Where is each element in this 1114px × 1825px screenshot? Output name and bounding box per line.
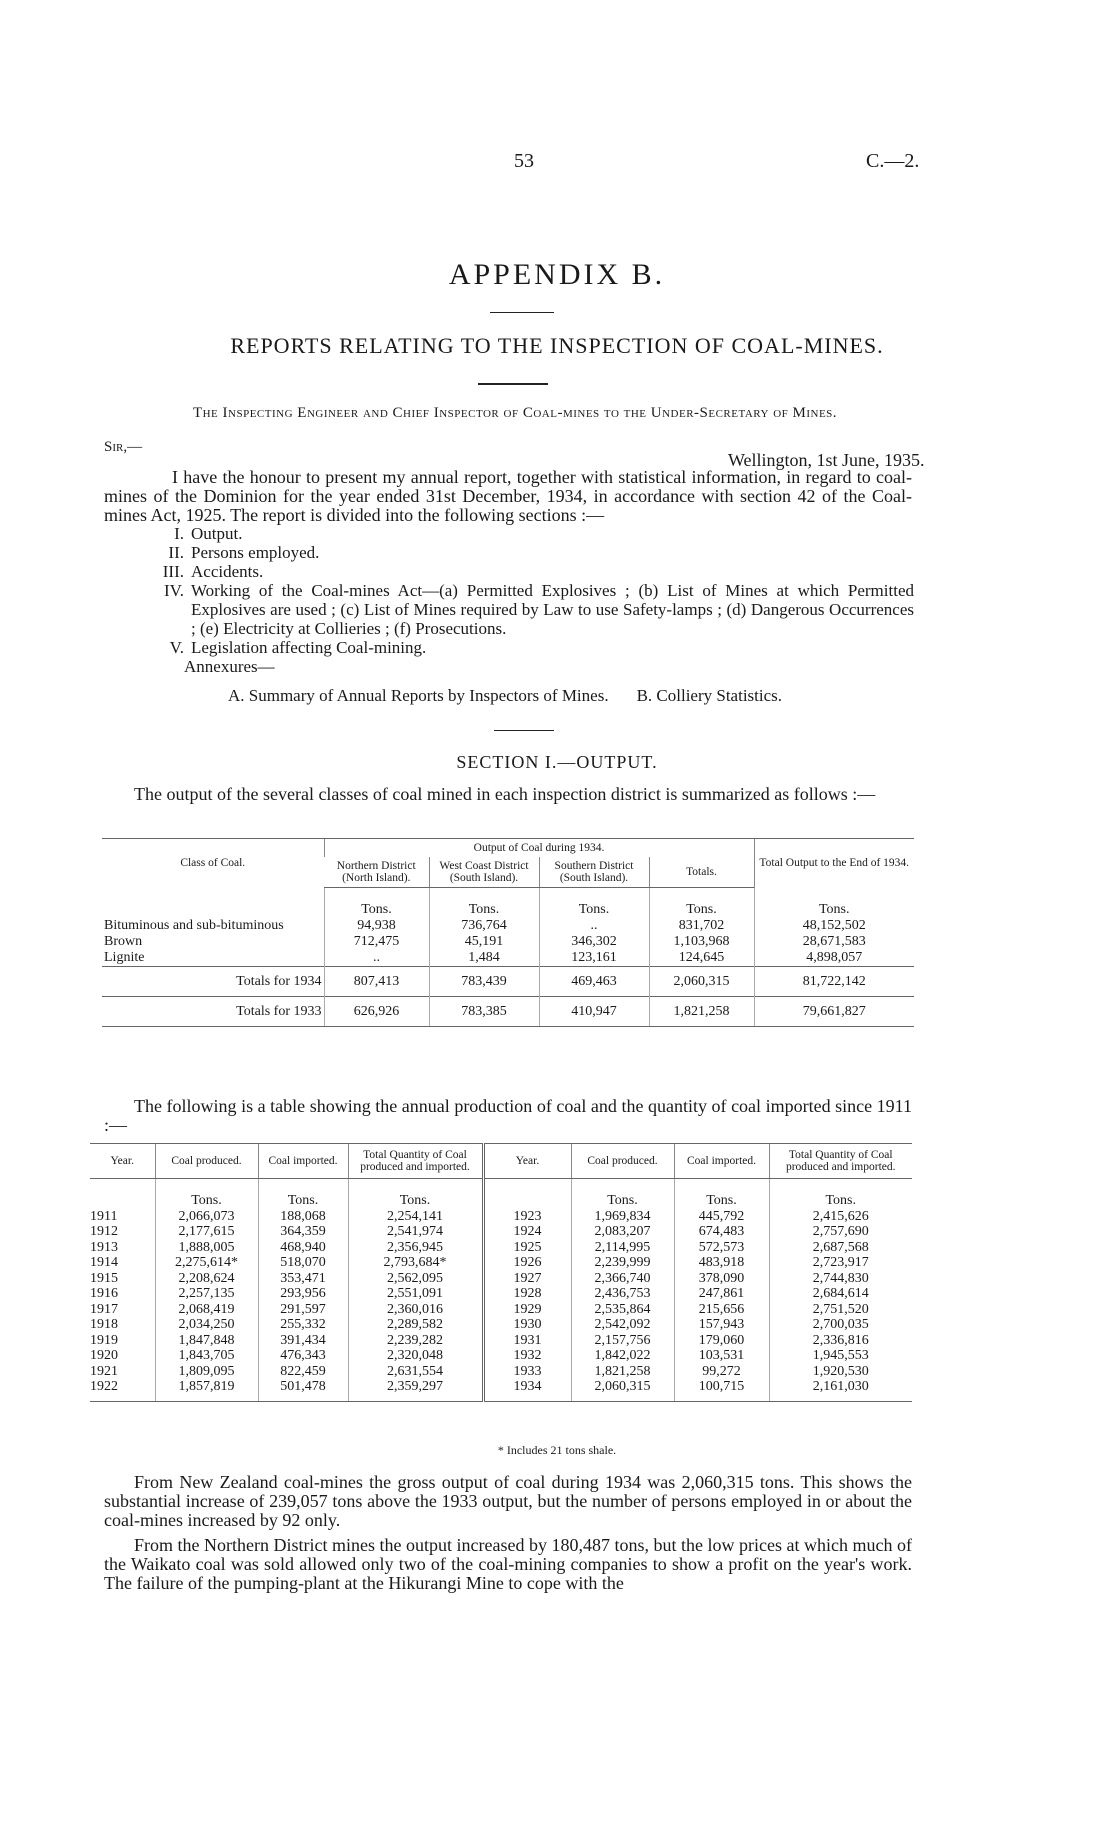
year-cell: 1925: [483, 1240, 571, 1256]
imported-cell: 247,861: [674, 1286, 769, 1302]
year-cell: 1917: [90, 1301, 118, 1317]
imported-cell: 445,792: [674, 1209, 769, 1225]
imported-cell: 291,597: [258, 1302, 348, 1318]
unit-label: Tons.: [769, 1179, 912, 1209]
divider: [494, 730, 554, 731]
class-cell: Lignite: [104, 950, 145, 965]
totals-cell: 1,821,258: [649, 997, 754, 1027]
section-item: [104, 562, 914, 581]
reports-title: REPORTS RELATING TO THE INSPECTION OF COAL-MINES.: [230, 333, 884, 358]
table-row: [90, 1379, 912, 1401]
totals-cell: 124,645: [649, 950, 754, 967]
totals-label: Totals for 1934: [102, 967, 324, 997]
table-row: [102, 918, 914, 934]
unit-label: Tons.: [155, 1179, 258, 1209]
unit-label: Tons.: [324, 888, 429, 919]
north-cell: 712,475: [324, 934, 429, 950]
produced-cell: 1,809,095: [155, 1364, 258, 1380]
imported-cell: 391,434: [258, 1333, 348, 1349]
year-cell: 1912: [90, 1224, 118, 1239]
total-cell: 2,359,297: [348, 1379, 483, 1401]
header-produced: Coal produced.: [155, 1144, 258, 1179]
imported-cell: 293,956: [258, 1286, 348, 1302]
produced-cell: 1,888,005: [155, 1240, 258, 1256]
north-cell: ..: [324, 950, 429, 967]
header-imported: Coal imported.: [258, 1144, 348, 1179]
annexures-heading: [104, 657, 914, 676]
year-cell: 1918: [90, 1317, 118, 1332]
year-cell: 1921: [90, 1363, 118, 1379]
produced-cell: 2,083,207: [571, 1224, 674, 1240]
table-row: [90, 1271, 912, 1287]
header-total-output: Total Output to the End of 1934.: [754, 839, 914, 888]
imported-cell: 255,332: [258, 1317, 348, 1333]
total-cell: 2,551,091: [348, 1286, 483, 1302]
produced-cell: 2,542,092: [571, 1317, 674, 1333]
header-group: Output of Coal during 1934.: [324, 839, 754, 858]
produced-cell: 2,535,864: [571, 1302, 674, 1318]
totals-cell: 1,103,968: [649, 934, 754, 950]
south-cell: 123,161: [539, 950, 649, 967]
year-cell: 1933: [483, 1364, 571, 1380]
salutation: Sir,—: [104, 439, 143, 455]
units-row: [90, 1179, 912, 1209]
year-cell: 1927: [483, 1271, 571, 1287]
table-row: [90, 1302, 912, 1318]
total-cell: 2,562,095: [348, 1271, 483, 1287]
produced-cell: 2,060,315: [571, 1379, 674, 1401]
section-item: [104, 581, 914, 638]
total-cell: 2,751,520: [769, 1302, 912, 1318]
section-item: [104, 638, 914, 657]
imported-cell: 501,478: [258, 1379, 348, 1401]
total-cell: 2,289,582: [348, 1317, 483, 1333]
annexure-b: B. Colliery Statistics.: [636, 686, 783, 705]
imported-cell: 674,483: [674, 1224, 769, 1240]
imported-cell: 822,459: [258, 1364, 348, 1380]
year-cell: 1926: [483, 1255, 571, 1271]
imported-cell: 215,656: [674, 1302, 769, 1318]
total-cell: 2,336,816: [769, 1333, 912, 1349]
produced-cell: 1,969,834: [571, 1209, 674, 1225]
north-cell: 626,926: [324, 997, 429, 1027]
section-item: [104, 543, 914, 562]
section-text: Persons employed.: [191, 543, 320, 562]
total-cell: 2,723,917: [769, 1255, 912, 1271]
produced-cell: 2,068,419: [155, 1302, 258, 1318]
unit-label: Tons.: [674, 1179, 769, 1209]
unit-label: Tons.: [539, 888, 649, 919]
class-cell: Brown: [104, 934, 143, 949]
table-row: [90, 1224, 912, 1240]
produced-cell: 2,366,740: [571, 1271, 674, 1287]
total-cell: 2,320,048: [348, 1348, 483, 1364]
west-cell: 783,385: [429, 997, 539, 1027]
year-cell: 1920: [90, 1348, 118, 1363]
year-cell: 1916: [90, 1286, 118, 1301]
section-number: II.: [168, 543, 184, 562]
table-row: [90, 1240, 912, 1256]
divider: [478, 383, 548, 385]
total-cell: 2,356,945: [348, 1240, 483, 1256]
paragraph: From the Northern District mines the output increased by 180,487 tons, but the low prices at which much of the Waikato coal was sold allowed only two of the coal-mining companies to show a profit on the year's work. The failure of the pumping-plant at the Hikurangi Mine to cope with the: [104, 1535, 912, 1593]
total-output-cell: 79,661,827: [754, 997, 914, 1027]
header-west: West Coast District (South Island).: [429, 857, 539, 888]
produced-cell: 2,034,250: [155, 1317, 258, 1333]
document-code: C.—2.: [866, 150, 920, 172]
total-cell: 2,687,568: [769, 1240, 912, 1256]
annexure-a: A. Summary of Annual Reports by Inspectors of Mines.: [228, 686, 609, 705]
imported-cell: 188,068: [258, 1209, 348, 1225]
produced-cell: 2,436,753: [571, 1286, 674, 1302]
unit-label: Tons.: [258, 1179, 348, 1209]
unit-label: Tons.: [429, 888, 539, 919]
year-cell: 1911: [90, 1208, 118, 1224]
total-output-cell: 48,152,502: [754, 918, 914, 934]
produced-cell: 1,843,705: [155, 1348, 258, 1364]
south-cell: ..: [539, 918, 649, 934]
total-cell: 2,684,614: [769, 1286, 912, 1302]
section-text: Working of the Coal-mines Act—(a) Permitted Explosives ; (b) List of Mines at which Permitted Explosives are used ; (c) List of Mines required by Law to use Safety-lamps ; (d) Dangerous Occurrences ; (e) Electricity at Collieries ; (f) Prosecutions.: [191, 581, 914, 638]
dateline: Wellington, 1st June, 1935.: [728, 450, 925, 470]
imported-cell: 103,531: [674, 1348, 769, 1364]
unit-label: Tons.: [649, 888, 754, 919]
section-text: Legislation affecting Coal-mining.: [191, 638, 427, 657]
produced-cell: 1,821,258: [571, 1364, 674, 1380]
table-row: [90, 1209, 912, 1225]
unit-label: Tons.: [571, 1179, 674, 1209]
year-cell: 1929: [483, 1302, 571, 1318]
produced-cell: 2,275,614*: [155, 1255, 258, 1271]
produced-cell: 2,257,135: [155, 1286, 258, 1302]
west-cell: 783,439: [429, 967, 539, 997]
year-cell: 1928: [483, 1286, 571, 1302]
total-cell: 1,920,530: [769, 1364, 912, 1380]
total-cell: 2,161,030: [769, 1379, 912, 1401]
total-output-cell: 4,898,057: [754, 950, 914, 967]
south-cell: 469,463: [539, 967, 649, 997]
total-cell: 1,945,553: [769, 1348, 912, 1364]
section-list: [104, 524, 914, 705]
west-cell: 1,484: [429, 950, 539, 967]
annexures-list: [104, 686, 914, 705]
year-cell: 1914: [90, 1255, 118, 1270]
imported-cell: 468,940: [258, 1240, 348, 1256]
appendix-title: APPENDIX B.: [448, 258, 666, 291]
produced-cell: 2,177,615: [155, 1224, 258, 1240]
imported-cell: 364,359: [258, 1224, 348, 1240]
year-cell: 1919: [90, 1332, 118, 1348]
header-totals: Totals.: [649, 857, 754, 888]
header-total: Total Quantity of Coal produced and imported.: [769, 1144, 912, 1179]
totals-row-1934: [102, 967, 914, 997]
section-number: III.: [162, 562, 184, 581]
total-cell: 2,631,554: [348, 1364, 483, 1380]
produced-cell: 2,157,756: [571, 1333, 674, 1349]
address-line: The Inspecting Engineer and Chief Inspector of Coal-mines to the Under-Secretary of Mines.: [192, 405, 838, 421]
section-item: [104, 524, 914, 543]
section-number: V.: [169, 638, 184, 657]
total-output-cell: 28,671,583: [754, 934, 914, 950]
produced-cell: 1,857,819: [155, 1379, 258, 1401]
imported-cell: 99,272: [674, 1364, 769, 1380]
header-total: Total Quantity of Coal produced and imported.: [348, 1144, 483, 1179]
year-cell: 1924: [483, 1224, 571, 1240]
header-north: Northern District (North Island).: [324, 857, 429, 888]
class-cell: Bituminous and sub-bituminous: [104, 918, 284, 933]
production-table: [90, 1143, 912, 1402]
page-number: 53: [514, 150, 534, 172]
table-row: [90, 1333, 912, 1349]
year-cell: 1931: [483, 1333, 571, 1349]
imported-cell: 518,070: [258, 1255, 348, 1271]
header-year: Year.: [483, 1144, 571, 1179]
year-cell: 1934: [483, 1379, 571, 1401]
table-row: [102, 934, 914, 950]
total-cell: 2,700,035: [769, 1317, 912, 1333]
following-paragraph: The following is a table showing the annual production of coal and the quantity of coal imported since 1911 :—: [104, 1096, 912, 1135]
north-cell: 807,413: [324, 967, 429, 997]
header-produced: Coal produced.: [571, 1144, 674, 1179]
table-row: [90, 1348, 912, 1364]
header-class: Class of Coal.: [102, 839, 324, 888]
table-row: [102, 950, 914, 967]
year-cell: 1922: [90, 1379, 155, 1401]
year-cell: 1930: [483, 1317, 571, 1333]
totals-cell: 831,702: [649, 918, 754, 934]
year-cell: 1932: [483, 1348, 571, 1364]
produced-cell: 2,239,999: [571, 1255, 674, 1271]
unit-label: Tons.: [348, 1179, 483, 1209]
total-cell: 2,360,016: [348, 1302, 483, 1318]
produced-cell: 2,114,995: [571, 1240, 674, 1256]
section-number: IV.: [164, 581, 184, 600]
table-row: [90, 1286, 912, 1302]
imported-cell: 100,715: [674, 1379, 769, 1401]
section-heading: SECTION I.—OUTPUT.: [456, 752, 658, 772]
total-cell: 2,415,626: [769, 1209, 912, 1225]
totals-label: Totals for 1933: [102, 997, 324, 1027]
year-cell: 1915: [90, 1270, 118, 1286]
produced-cell: 2,208,624: [155, 1271, 258, 1287]
imported-cell: 179,060: [674, 1333, 769, 1349]
total-cell: 2,757,690: [769, 1224, 912, 1240]
section-text: Output.: [191, 524, 243, 543]
table-row: [90, 1255, 912, 1271]
units-row: [102, 888, 914, 919]
imported-cell: 483,918: [674, 1255, 769, 1271]
total-cell: 2,541,974: [348, 1224, 483, 1240]
total-cell: 2,254,141: [348, 1209, 483, 1225]
imported-cell: 157,943: [674, 1317, 769, 1333]
output-table: [102, 838, 914, 1027]
west-cell: 45,191: [429, 934, 539, 950]
year-cell: 1923: [483, 1209, 571, 1225]
table-row: [90, 1317, 912, 1333]
totals-row-1933: [102, 997, 914, 1027]
section-number: I.: [174, 524, 184, 543]
header-imported: Coal imported.: [674, 1144, 769, 1179]
produced-cell: 1,842,022: [571, 1348, 674, 1364]
letter-paragraph: I have the honour to present my annual report, together with statistical information, in regard to coal-mines of the Dominion for the year ended 31st December, 1934, in accordance with section 42 of the Coal-mines Act, 1925. The report is divided into the following sections :—: [104, 467, 912, 525]
west-cell: 736,764: [429, 918, 539, 934]
total-cell: 2,793,684*: [348, 1255, 483, 1271]
imported-cell: 353,471: [258, 1271, 348, 1287]
header-south: Southern District (South Island).: [539, 857, 649, 888]
total-cell: 2,239,282: [348, 1333, 483, 1349]
totals-cell: 2,060,315: [649, 967, 754, 997]
south-cell: 346,302: [539, 934, 649, 950]
paragraph: From New Zealand coal-mines the gross output of coal during 1934 was 2,060,315 tons. This shows the substantial increase of 239,057 tons above the 1933 output, but the number of persons employed in or about the coal-mines increased by 92 only.: [104, 1472, 912, 1530]
intro-paragraph: The output of the several classes of coal mined in each inspection district is summarized as follows :—: [134, 784, 876, 804]
footnote: * Includes 21 tons shale.: [497, 1443, 617, 1457]
table-row: [90, 1364, 912, 1380]
annexures-label: Annexures—: [184, 657, 275, 676]
total-output-cell: 81,722,142: [754, 967, 914, 997]
south-cell: 410,947: [539, 997, 649, 1027]
imported-cell: 572,573: [674, 1240, 769, 1256]
header-year: Year.: [90, 1144, 155, 1179]
produced-cell: 2,066,073: [155, 1209, 258, 1225]
produced-cell: 1,847,848: [155, 1333, 258, 1349]
total-cell: 2,744,830: [769, 1271, 912, 1287]
unit-label: Tons.: [754, 888, 914, 919]
divider: [490, 312, 554, 313]
section-text: Accidents.: [191, 562, 264, 581]
year-cell: 1913: [90, 1239, 118, 1255]
imported-cell: 378,090: [674, 1271, 769, 1287]
north-cell: 94,938: [324, 918, 429, 934]
imported-cell: 476,343: [258, 1348, 348, 1364]
